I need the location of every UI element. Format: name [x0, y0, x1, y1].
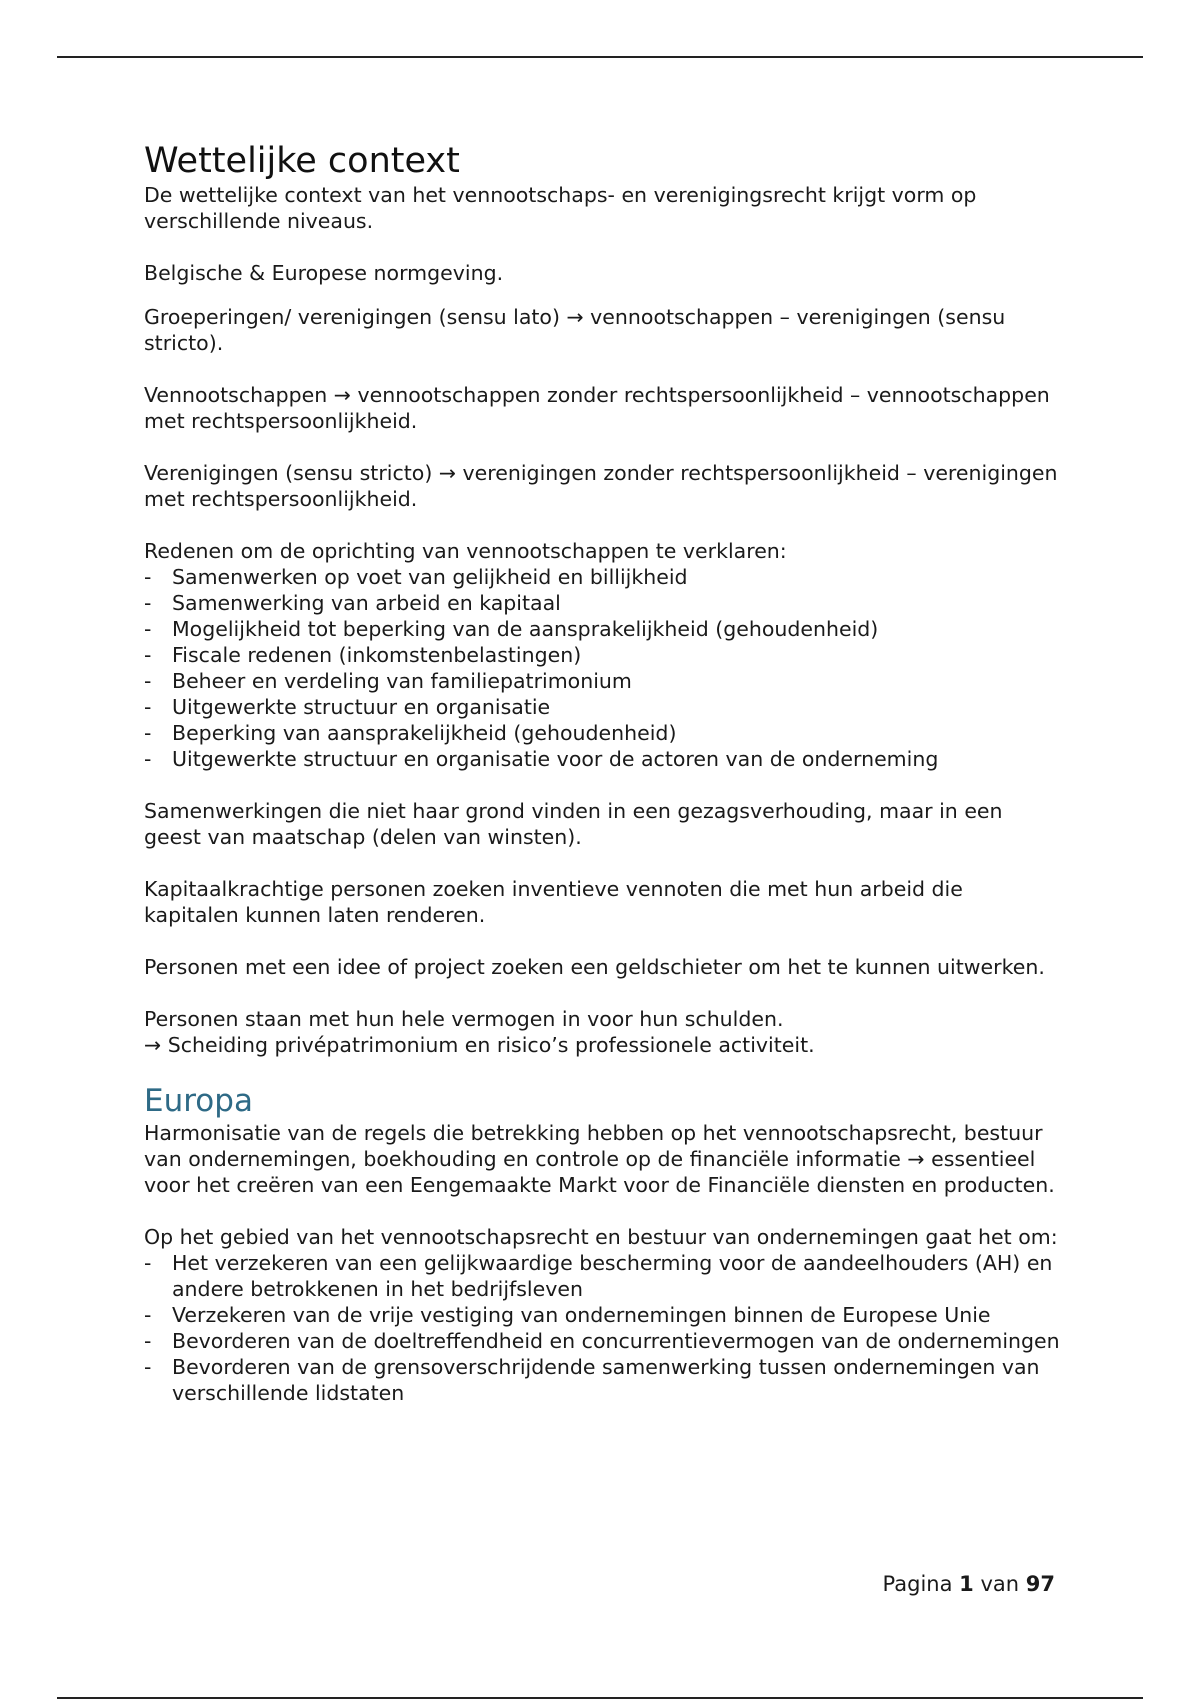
list-item: - Uitgewerkte structuur en organisatie voor de actoren van de onderneming — [144, 746, 1064, 772]
list-item: - Beperking van aansprakelijkheid (gehoudenheid) — [144, 720, 1064, 746]
page-number: 1 — [959, 1572, 974, 1596]
verenigingen-paragraph: Verenigingen (sensu stricto) → verenigingen zonder rechtspersoonlijkheid – verenigingen met rechtspersoonlijkheid. — [144, 461, 1058, 511]
list-item: - Mogelijkheid tot beperking van de aansprakelijkheid (gehoudenheid) — [144, 616, 1064, 642]
page-footer — [883, 1572, 1055, 1596]
list-item: - Bevorderen van de doeltreffendheid en concurrentievermogen van de ondernemingen — [144, 1328, 1064, 1354]
intro-paragraph: De wettelijke context van het vennootschaps- en verenigingsrecht krijgt vorm op verschillende niveaus. — [144, 183, 977, 233]
list-item: - Bevorderen van de grensoverschrijdende samenwerking tussen ondernemingen van verschillende lidstaten — [144, 1354, 1064, 1406]
van-label: van — [980, 1572, 1020, 1596]
samenwerkingen-paragraph: Samenwerkingen die niet haar grond vinden in een gezagsverhouding, maar in een geest van maatschap (delen van winsten). — [144, 799, 1003, 849]
page-content — [144, 140, 1064, 1406]
groeperingen-paragraph: Groeperingen/ verenigingen (sensu lato) → vennootschappen – verenigingen (sensu stricto). — [144, 305, 1006, 355]
total-pages: 97 — [1025, 1572, 1055, 1596]
section-title-europa: Europa — [144, 1083, 253, 1119]
kapitaal-paragraph: Kapitaalkrachtige personen zoeken inventieve vennoten die met hun arbeid die kapitalen kunnen laten renderen. — [144, 877, 963, 927]
page-title: Wettelijke context — [144, 141, 460, 181]
scheiding-paragraph: → Scheiding privépatrimonium en risico’s professionele activiteit. — [144, 1033, 815, 1057]
list-item: - Beheer en verdeling van familiepatrimonium — [144, 668, 1064, 694]
europa-list — [144, 1250, 1064, 1406]
footer-rule — [57, 1697, 1143, 1699]
idee-paragraph: Personen met een idee of project zoeken een geldschieter om het te kunnen uitwerken. — [144, 955, 1045, 979]
list-item: - Samenwerken op voet van gelijkheid en billijkheid — [144, 564, 1064, 590]
redenen-list — [144, 564, 1064, 772]
vennootschappen-paragraph: Vennootschappen → vennootschappen zonder rechtspersoonlijkheid – vennootschappen met rechtspersoonlijkheid. — [144, 383, 1050, 433]
list-item: - Samenwerking van arbeid en kapitaal — [144, 590, 1064, 616]
europa-paragraph-2: Op het gebied van het vennootschapsrecht en bestuur van ondernemingen gaat het om: — [144, 1225, 1058, 1249]
europa-paragraph-1: Harmonisatie van de regels die betrekking hebben op het vennootschapsrecht, bestuur van ondernemingen, boekhouding en controle op de financiële informatie → essentieel voor het creëren van een Eengemaakte Markt voor de Financiële diensten en producten. — [144, 1121, 1055, 1197]
header-rule — [57, 56, 1143, 58]
pagina-label: Pagina — [882, 1572, 953, 1596]
list-item: - Fiscale redenen (inkomstenbelastingen) — [144, 642, 1064, 668]
normgeving-paragraph: Belgische & Europese normgeving. — [144, 261, 504, 285]
list-item: - Uitgewerkte structuur en organisatie — [144, 694, 1064, 720]
vermogen-paragraph: Personen staan met hun hele vermogen in voor hun schulden. — [144, 1007, 784, 1031]
redenen-intro: Redenen om de oprichting van vennootschappen te verklaren: — [144, 539, 787, 563]
list-item: - Het verzekeren van een gelijkwaardige bescherming voor de aandeelhouders (AH) en andere betrokkenen in het bedrijfsleven — [144, 1250, 1064, 1302]
list-item: - Verzekeren van de vrije vestiging van ondernemingen binnen de Europese Unie — [144, 1302, 1064, 1328]
